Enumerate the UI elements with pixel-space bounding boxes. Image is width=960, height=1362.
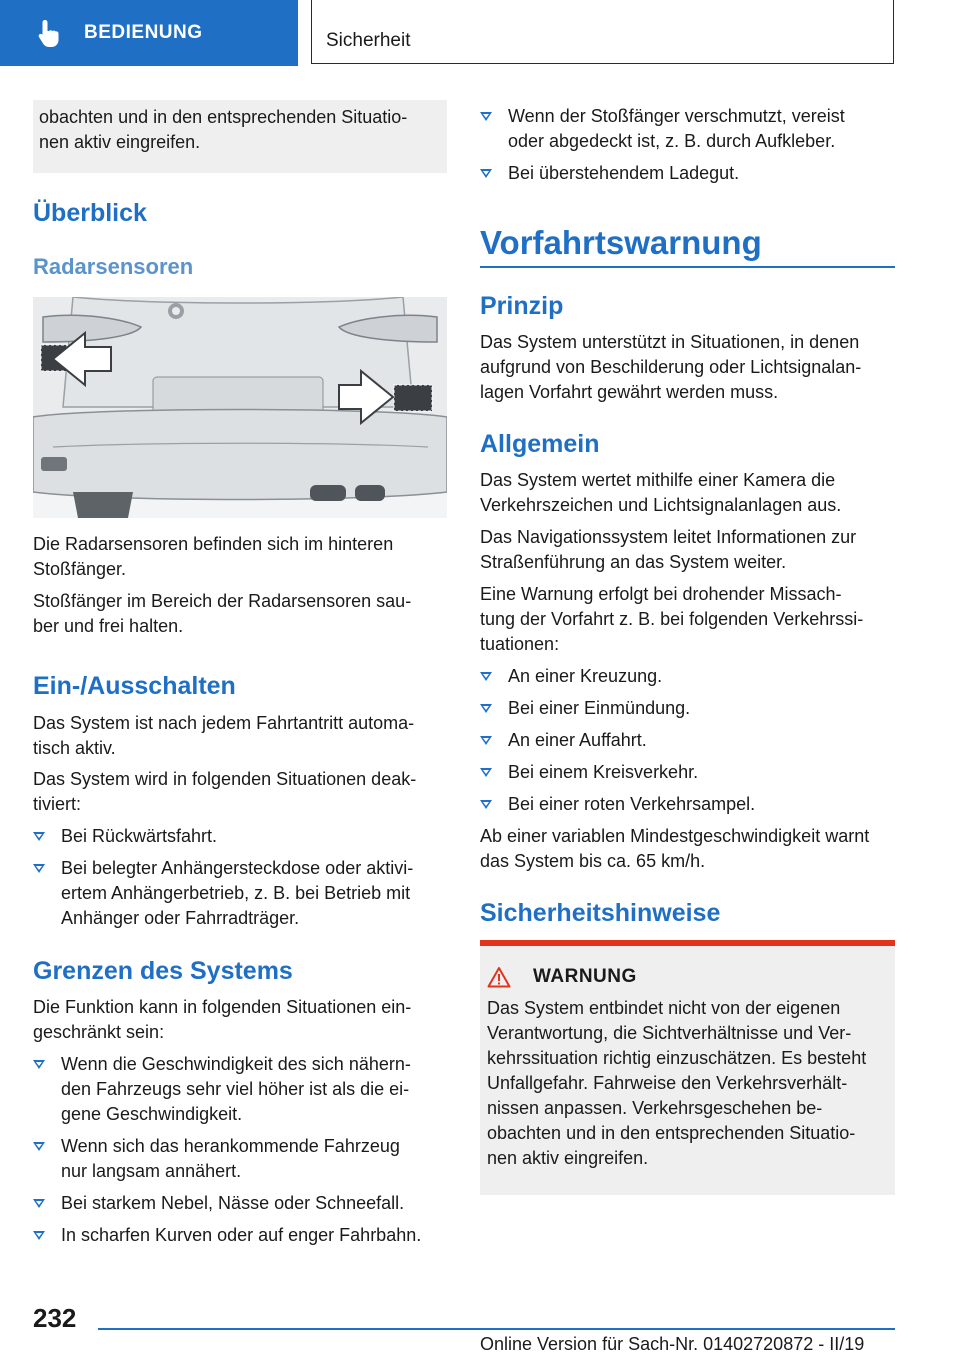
list-item: Wenn der Stoßfänger verschmutzt, vereist oder abgedeckt ist, z. B. durch Aufkleber.: [480, 104, 895, 154]
bullet-triangle-icon: [480, 704, 492, 713]
onoff-list: [33, 824, 447, 931]
bullet-triangle-icon: [480, 768, 492, 777]
warning-triangle-icon: [487, 966, 511, 988]
principle-heading: Prinzip: [480, 292, 564, 320]
footer-rule: [98, 1328, 895, 1330]
limits-heading: Grenzen des Systems: [33, 957, 293, 985]
onoff-paragraph-1: Das System ist nach jedem Fahrtantritt automa- tisch aktiv.: [33, 713, 415, 758]
bullet-triangle-icon: [33, 1142, 45, 1151]
onoff-heading: Ein-/Ausschalten: [33, 672, 236, 700]
bullet-triangle-icon: [33, 1231, 45, 1240]
page-number: 232: [33, 1303, 77, 1333]
section-breadcrumb: Sicherheit: [326, 30, 411, 51]
car-rear-illustration: [33, 297, 447, 518]
limits-paragraph: Die Funktion kann in folgenden Situationen ein- geschränkt sein:: [33, 997, 412, 1042]
list-item: In scharfen Kurven oder auf enger Fahrbahn.: [33, 1223, 447, 1248]
radar-paragraph-2: Stoßfänger im Bereich der Radarsensoren sau- ber und frei halten.: [33, 591, 412, 636]
bullet-triangle-icon: [33, 1060, 45, 1069]
bullet-triangle-icon: [33, 864, 45, 873]
title-underline: [480, 266, 895, 268]
chapter-label: BEDIENUNG: [84, 22, 203, 43]
bullet-triangle-icon: [480, 112, 492, 121]
bullet-triangle-icon: [33, 832, 45, 841]
list-item: An einer Auffahrt.: [480, 728, 895, 753]
situations-list: [480, 664, 895, 817]
general-heading: Allgemein: [480, 430, 600, 458]
limits-list: [33, 1052, 447, 1248]
chapter-title: Vorfahrtswarnung: [480, 224, 762, 261]
onoff-paragraph-2: Das System wird in folgenden Situationen deak- tiviert:: [33, 769, 417, 814]
bullet-triangle-icon: [480, 169, 492, 178]
overview-heading: Überblick: [33, 199, 147, 227]
radar-paragraph-1: Die Radarsensoren befinden sich im hinteren Stoßfänger.: [33, 534, 394, 579]
warning-continuation-box: [33, 100, 447, 173]
general-paragraph-1: Das System wertet mithilfe einer Kamera die Verkehrszeichen und Lichtsignalanlagen aus.: [480, 470, 842, 515]
warning-text: Das System entbindet nicht von der eigenen Verantwortung, die Sichtverhältnisse und Ver- kehrssituation richtig einzuschätzen. Es besteht Unfallgefahr. Fahrweise den Verkehrsverhält- nissen anpassen. Verkehrsgeschehen be- obachten und in den entsprechenden Situatio- nen aktiv eingreifen.: [487, 998, 867, 1168]
online-version-text: Online Version für Sach-Nr. 01402720872 - II/19: [480, 1334, 865, 1354]
safety-heading: Sicherheitshinweise: [480, 899, 721, 927]
warning-header: [487, 966, 887, 988]
radar-sensors-heading: Radarsensoren: [33, 254, 194, 279]
general-paragraph-2: Das Navigationssystem leitet Informationen zur Straßenführung an das System weiter.: [480, 527, 857, 572]
bullet-triangle-icon: [33, 1199, 45, 1208]
bullet-triangle-icon: [480, 736, 492, 745]
list-item: Bei starkem Nebel, Nässe oder Schneefall.: [33, 1191, 447, 1216]
list-item: Wenn die Geschwindigkeit des sich nähern- den Fahrzeugs sehr viel höher ist als die ei- gene Geschwindigkeit.: [33, 1052, 447, 1127]
pointing-hand-icon: [36, 18, 62, 48]
list-item: Bei einem Kreisverkehr.: [480, 760, 895, 785]
warning-box: [480, 946, 895, 1195]
bullet-triangle-icon: [480, 672, 492, 681]
section-header: [311, 0, 894, 64]
list-item: Bei Rückwärtsfahrt.: [33, 824, 447, 849]
list-item: Bei einer Einmündung.: [480, 696, 895, 721]
bullet-triangle-icon: [480, 800, 492, 809]
principle-paragraph: Das System unterstützt in Situationen, in denen aufgrund von Beschilderung oder Lichtsignalan- lagen Vorfahrt gewährt werden muss.: [480, 332, 862, 402]
warning-label: WARNUNG: [533, 966, 637, 987]
limits-list-continued: [480, 104, 895, 186]
list-item: Bei überstehendem Ladegut.: [480, 161, 895, 186]
list-item: Bei einer roten Verkehrsampel.: [480, 792, 895, 817]
list-item: Wenn sich das herankommende Fahrzeug nur langsam annähert.: [33, 1134, 447, 1184]
list-item: Bei belegter Anhängersteckdose oder aktivi- ertem Anhängerbetrieb, z. B. bei Betrieb mit Anhänger oder Fahrradträger.: [33, 856, 447, 931]
continuation-text: obachten und in den entsprechenden Situatio- nen aktiv eingreifen.: [39, 107, 408, 152]
list-item: An einer Kreuzung.: [480, 664, 895, 689]
general-paragraph-4: Ab einer variablen Mindestgeschwindigkeit warnt das System bis ca. 65 km/h.: [480, 826, 870, 871]
chapter-tab[interactable]: [0, 0, 298, 66]
general-paragraph-3: Eine Warnung erfolgt bei drohender Missach- tung der Vorfahrt z. B. bei folgenden Verkehrssi- tuationen:: [480, 584, 864, 654]
